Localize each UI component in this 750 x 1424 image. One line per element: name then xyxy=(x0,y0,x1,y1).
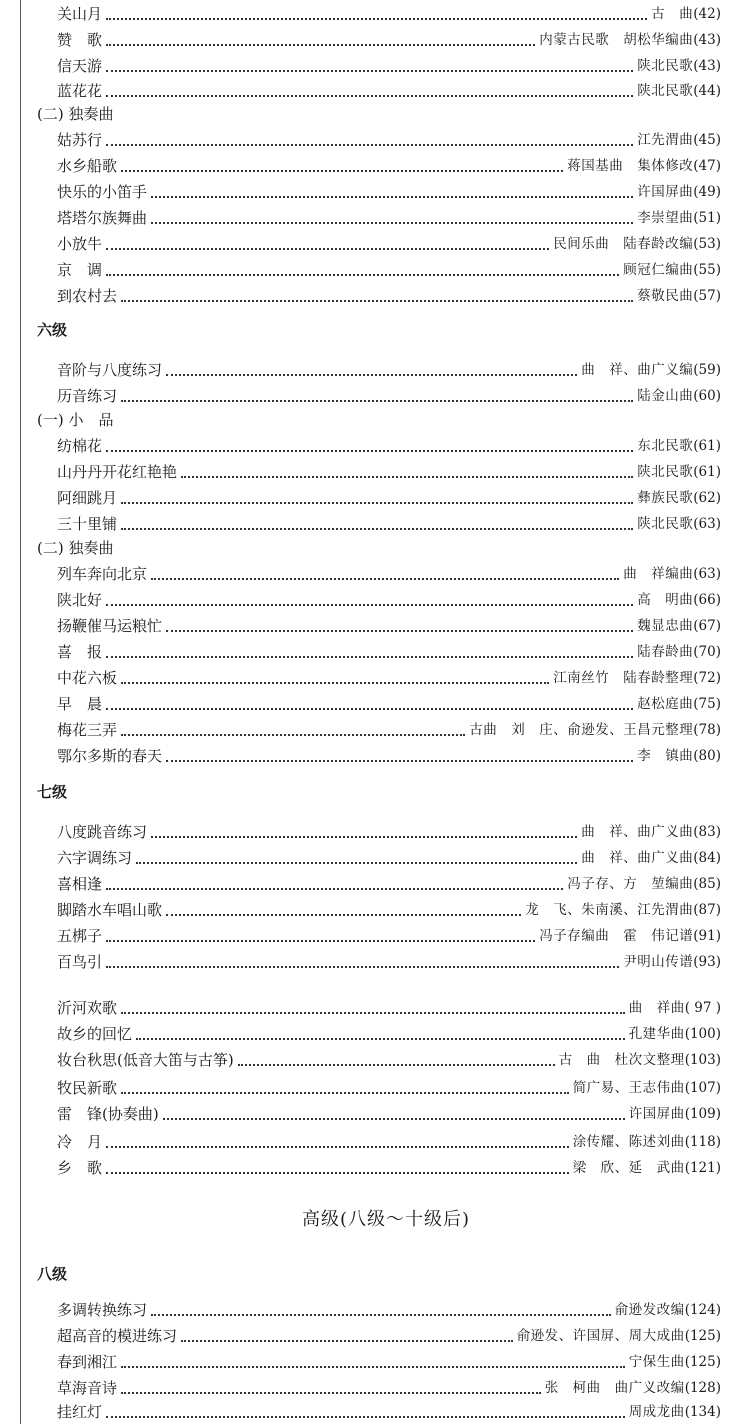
leader-dots xyxy=(151,221,633,224)
entry-title: 春到湘江 xyxy=(57,1353,118,1371)
entry-page: (49) xyxy=(693,184,721,200)
leader-dots xyxy=(106,273,619,276)
entry-author: 高 明曲 xyxy=(637,592,694,608)
entry-title: 列车奔向北京 xyxy=(57,565,148,583)
toc-entry[interactable] xyxy=(57,126,721,150)
leader-dots xyxy=(106,43,535,46)
entry-author: 曲 祥、曲广义曲 xyxy=(581,850,694,866)
entry-author: 李 镇曲 xyxy=(637,748,694,764)
entry-page: (60) xyxy=(693,388,721,404)
toc-entry[interactable] xyxy=(57,586,721,610)
toc-entry[interactable] xyxy=(57,1020,721,1044)
toc-entry[interactable] xyxy=(57,1128,721,1152)
entry-page: (91) xyxy=(693,928,721,944)
leader-dots xyxy=(238,1063,555,1066)
entry-title: 六字调练习 xyxy=(57,849,133,867)
toc-entry[interactable] xyxy=(57,0,721,24)
toc-entry[interactable] xyxy=(57,484,721,508)
entry-title: 扬鞭催马运粮忙 xyxy=(57,617,163,635)
toc-entry[interactable] xyxy=(57,26,721,50)
entry-author: 梁 欣、延 武曲 xyxy=(572,1160,685,1176)
entry-page: (80) xyxy=(693,748,721,764)
section-subheading: (二) 独奏曲 xyxy=(37,539,114,557)
entry-page: (63) xyxy=(693,566,721,582)
entry-page: (47) xyxy=(693,158,721,174)
entry-author: 曲 祥曲 xyxy=(628,1000,685,1016)
entry-title: 三十里铺 xyxy=(57,515,118,533)
leader-dots xyxy=(106,1171,569,1174)
entry-author: 民间乐曲 陆春龄改编 xyxy=(553,236,694,252)
entry-page: (78) xyxy=(693,722,721,738)
leader-dots xyxy=(166,759,633,762)
entry-title: 妆台秋思(低音大笛与古筝) xyxy=(57,1051,234,1069)
entry-author: 曲 祥、曲广义曲 xyxy=(581,824,694,840)
leader-dots xyxy=(166,629,633,632)
entry-title: 纺棉花 xyxy=(57,437,103,455)
entry-title: 雷 锋(协奏曲) xyxy=(57,1105,159,1123)
leader-dots xyxy=(121,399,633,402)
entry-page: (53) xyxy=(693,236,721,252)
toc-entry[interactable] xyxy=(57,844,721,868)
toc-entry[interactable] xyxy=(57,818,721,842)
entry-title: 草海音诗 xyxy=(57,1379,118,1397)
entry-title: 梅花三弄 xyxy=(57,721,118,739)
advanced-section-title: 高级(八级～十级后) xyxy=(301,1209,471,1230)
leader-dots xyxy=(181,475,633,478)
toc-entry[interactable] xyxy=(57,690,721,714)
entry-author: 魏显忠曲 xyxy=(637,618,694,634)
leader-dots xyxy=(121,299,633,302)
toc-entry[interactable] xyxy=(57,1046,721,1070)
toc-entry[interactable] xyxy=(57,716,721,740)
entry-page: (62) xyxy=(693,490,721,506)
entry-page: (61) xyxy=(693,438,721,454)
entry-author: 孔建华曲 xyxy=(628,1026,685,1042)
level-heading: 八级 xyxy=(37,1265,68,1283)
entry-page: (44) xyxy=(693,83,721,99)
entry-author: 曲 祥、曲广义编 xyxy=(581,362,694,378)
leader-dots xyxy=(106,69,633,72)
level-heading: 七级 xyxy=(37,783,68,801)
entry-title: 早 晨 xyxy=(57,695,103,713)
entry-author: 宁保生曲 xyxy=(628,1354,685,1370)
entry-author: 蔡敬民曲 xyxy=(637,288,694,304)
entry-page: (107) xyxy=(684,1080,721,1096)
leader-dots xyxy=(181,1339,513,1342)
entry-page: (85) xyxy=(693,876,721,892)
entry-author: 东北民歌 xyxy=(637,438,694,454)
section-subheading: (二) 独奏曲 xyxy=(37,105,114,123)
entry-author: 李崇望曲 xyxy=(637,210,694,226)
toc-entry[interactable] xyxy=(57,1154,721,1178)
leader-dots xyxy=(106,449,633,452)
entry-page: (75) xyxy=(693,696,721,712)
entry-title: 脚踏水车唱山歌 xyxy=(57,901,163,919)
entry-title: 多调转换练习 xyxy=(57,1301,148,1319)
entry-page: (87) xyxy=(693,902,721,918)
entry-page: (109) xyxy=(684,1106,721,1122)
leader-dots xyxy=(106,247,549,250)
toc-entry[interactable] xyxy=(57,664,721,688)
entry-author: 陕北民歌 xyxy=(637,464,694,480)
entry-author: 陕北民歌 xyxy=(637,58,694,74)
entry-title: 挂红灯 xyxy=(57,1403,103,1421)
leader-dots xyxy=(166,913,521,916)
entry-author: 彝族民歌 xyxy=(637,490,694,506)
entry-author: 许国屏曲 xyxy=(628,1106,685,1122)
level-heading: 六级 xyxy=(37,321,68,339)
leader-dots xyxy=(121,1011,625,1014)
entry-page: (55) xyxy=(693,262,721,278)
leader-dots xyxy=(121,527,633,530)
entry-author: 江先渭曲 xyxy=(637,132,694,148)
entry-title: 小放牛 xyxy=(57,235,103,253)
toc-entry[interactable] xyxy=(57,230,721,254)
entry-title: 牧民新歌 xyxy=(57,1079,118,1097)
entry-title: 到农村去 xyxy=(57,287,118,305)
toc-entry[interactable] xyxy=(57,77,721,101)
toc-entry[interactable] xyxy=(57,1296,721,1320)
entry-page: (121) xyxy=(684,1160,721,1176)
entry-title: 音阶与八度练习 xyxy=(57,361,163,379)
leader-dots xyxy=(121,169,563,172)
entry-title: 关山月 xyxy=(57,5,103,23)
leader-dots xyxy=(106,655,633,658)
entry-page: (43) xyxy=(693,32,721,48)
entry-title: 中花六板 xyxy=(57,669,118,687)
entry-author: 陆春龄曲 xyxy=(637,644,694,660)
toc-entry[interactable] xyxy=(57,896,721,920)
entry-title: 快乐的小笛手 xyxy=(57,183,148,201)
leader-dots xyxy=(121,733,465,736)
entry-page: (61) xyxy=(693,464,721,480)
toc-entry[interactable] xyxy=(57,922,721,946)
entry-author: 涂传耀、陈述刘曲 xyxy=(572,1134,685,1150)
toc-entry[interactable] xyxy=(57,870,721,894)
toc-entry[interactable] xyxy=(57,638,721,662)
toc-entry[interactable] xyxy=(57,204,721,228)
leader-dots xyxy=(106,17,647,20)
entry-author: 古 曲 xyxy=(651,6,694,22)
toc-entry[interactable] xyxy=(57,282,721,306)
toc-page xyxy=(20,0,750,1424)
entry-title: 京 调 xyxy=(57,261,103,279)
entry-title: 姑苏行 xyxy=(57,131,103,149)
entry-author: 赵松庭曲 xyxy=(637,696,694,712)
entry-author: 内蒙古民歌 胡松华编曲 xyxy=(539,32,694,48)
entry-page: (84) xyxy=(693,850,721,866)
toc-entry[interactable] xyxy=(57,458,721,482)
entry-page: (67) xyxy=(693,618,721,634)
toc-entry[interactable] xyxy=(57,1100,721,1124)
entry-author: 陕北民歌 xyxy=(637,516,694,532)
entry-author: 冯子存编曲 霍 伟记谱 xyxy=(539,928,694,944)
leader-dots xyxy=(166,373,577,376)
entry-title: 沂河欢歌 xyxy=(57,999,118,1017)
entry-author: 俞逊发、许国屏、周大成曲 xyxy=(516,1328,685,1344)
leader-dots xyxy=(136,1037,625,1040)
entry-title: 喜 报 xyxy=(57,643,103,661)
entry-title: 八度跳音练习 xyxy=(57,823,148,841)
entry-page: ( 97 ) xyxy=(684,1000,721,1016)
entry-author: 古曲 刘 庄、俞逊发、王昌元整理 xyxy=(469,722,694,738)
toc-entry[interactable] xyxy=(57,1398,721,1422)
entry-title: 塔塔尔族舞曲 xyxy=(57,209,148,227)
entry-title: 山丹丹开花红艳艳 xyxy=(57,463,178,481)
leader-dots xyxy=(163,1117,625,1120)
entry-page: (134) xyxy=(684,1404,721,1420)
leader-dots xyxy=(121,501,633,504)
entry-author: 江南丝竹 陆春龄整理 xyxy=(553,670,694,686)
entry-author: 龙 飞、朱南溪、江先渭曲 xyxy=(525,902,694,918)
entry-title: 故乡的回忆 xyxy=(57,1025,133,1043)
entry-title: 陕北好 xyxy=(57,591,103,609)
entry-page: (51) xyxy=(693,210,721,226)
entry-page: (72) xyxy=(693,670,721,686)
toc-entry[interactable] xyxy=(57,178,721,202)
entry-title: 赞 歌 xyxy=(57,31,103,49)
entry-author: 尹明山传谱 xyxy=(623,954,694,970)
leader-dots xyxy=(121,1365,625,1368)
entry-title: 百鸟引 xyxy=(57,953,103,971)
leader-dots xyxy=(151,195,633,198)
toc-entry[interactable] xyxy=(57,742,721,766)
entry-author: 古 曲 杜次文整理 xyxy=(558,1052,685,1068)
leader-dots xyxy=(121,1391,541,1394)
entry-author: 许国屏曲 xyxy=(637,184,694,200)
toc-entry[interactable] xyxy=(57,612,721,636)
entry-author: 简广易、王志伟曲 xyxy=(572,1080,685,1096)
leader-dots xyxy=(106,143,633,146)
leader-dots xyxy=(121,1091,569,1094)
entry-title: 鄂尔多斯的春天 xyxy=(57,747,163,765)
leader-dots xyxy=(106,94,633,97)
entry-page: (118) xyxy=(684,1134,721,1150)
entry-author: 顾冠仁编曲 xyxy=(623,262,694,278)
entry-page: (57) xyxy=(693,288,721,304)
leader-dots xyxy=(151,577,619,580)
entry-page: (63) xyxy=(693,516,721,532)
leader-dots xyxy=(151,1313,611,1316)
entry-title: 超高音的模进练习 xyxy=(57,1327,178,1345)
entry-author: 俞逊发改编 xyxy=(614,1302,685,1318)
toc-entry[interactable] xyxy=(57,356,721,380)
toc-entry[interactable] xyxy=(57,52,721,76)
toc-entry[interactable] xyxy=(57,256,721,280)
entry-page: (59) xyxy=(693,362,721,378)
entry-page: (103) xyxy=(684,1052,721,1068)
entry-title: 信天游 xyxy=(57,57,103,75)
entry-title: 喜相逢 xyxy=(57,875,103,893)
leader-dots xyxy=(151,835,577,838)
entry-author: 陆金山曲 xyxy=(637,388,694,404)
entry-page: (83) xyxy=(693,824,721,840)
toc-entry[interactable] xyxy=(57,1374,721,1398)
entry-author: 张 柯曲 曲广义改编 xyxy=(544,1380,685,1396)
toc-entry[interactable] xyxy=(57,948,721,972)
entry-page: (125) xyxy=(684,1328,721,1344)
entry-page: (70) xyxy=(693,644,721,660)
entry-page: (45) xyxy=(693,132,721,148)
entry-title: 乡 歌 xyxy=(57,1159,103,1177)
entry-page: (93) xyxy=(693,954,721,970)
toc-entry[interactable] xyxy=(57,1322,721,1346)
entry-page: (125) xyxy=(684,1354,721,1370)
entry-title: 冷 月 xyxy=(57,1133,103,1151)
toc-entry[interactable] xyxy=(57,994,721,1018)
entry-title: 历音练习 xyxy=(57,387,118,405)
entry-page: (43) xyxy=(693,58,721,74)
leader-dots xyxy=(106,707,633,710)
entry-page: (128) xyxy=(684,1380,721,1396)
section-subheading: (一) 小 品 xyxy=(37,411,114,429)
leader-dots xyxy=(121,681,549,684)
entry-author: 周成龙曲 xyxy=(628,1404,685,1420)
leader-dots xyxy=(106,1145,569,1148)
toc-entry[interactable] xyxy=(57,1074,721,1098)
entry-title: 五梆子 xyxy=(57,927,103,945)
leader-dots xyxy=(106,965,619,968)
entry-author: 陕北民歌 xyxy=(637,83,694,99)
leader-dots xyxy=(106,887,563,890)
toc-entry[interactable] xyxy=(57,560,721,584)
entry-title: 阿细跳月 xyxy=(57,489,118,507)
entry-author: 曲 祥编曲 xyxy=(623,566,694,582)
toc-entry[interactable] xyxy=(57,382,721,406)
entry-author: 冯子存、方 堃编曲 xyxy=(567,876,694,892)
leader-dots xyxy=(106,1415,625,1418)
toc-entry[interactable] xyxy=(57,1348,721,1372)
entry-page: (66) xyxy=(693,592,721,608)
toc-entry[interactable] xyxy=(57,152,721,176)
toc-entry[interactable] xyxy=(57,432,721,456)
leader-dots xyxy=(106,603,633,606)
entry-page: (42) xyxy=(693,6,721,22)
entry-title: 水乡船歌 xyxy=(57,157,118,175)
entry-title: 蓝花花 xyxy=(57,82,103,100)
entry-page: (100) xyxy=(684,1026,721,1042)
entry-page: (124) xyxy=(684,1302,721,1318)
toc-entry[interactable] xyxy=(57,510,721,534)
leader-dots xyxy=(106,939,535,942)
entry-author: 蒋国基曲 集体修改 xyxy=(567,158,694,174)
leader-dots xyxy=(136,861,577,864)
